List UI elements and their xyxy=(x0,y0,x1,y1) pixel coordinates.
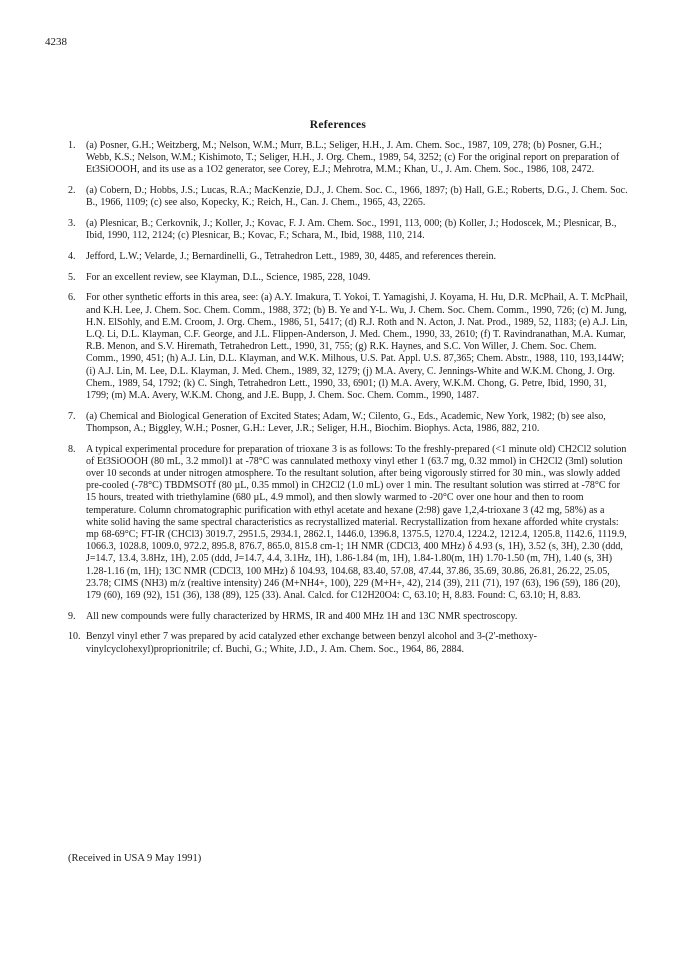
reference-number: 10. xyxy=(68,631,81,643)
reference-item xyxy=(68,251,628,263)
reference-text: (a) Posner, G.H.; Weitzberg, M.; Nelson, W.M.; Murr, B.L.; Seliger, H.H., J. Am. Chem. Soc., 1987, 109, 278; (b) Posner, G.H.; Webb, K.S.; Nelson, W.M.; Kishimoto, T.; Seliger, H.H., J. Org. Chem., 1989, 54, 3252; (c) For the original report on preparation of Et3SiOOOH, and its use as a 1O2 generator, see Corey, E.J.; Mehrotra, M.M.; Khan, U., J. Am. Chem. Soc., 1986, 108, 2472. xyxy=(86,140,620,176)
reference-number: 7. xyxy=(68,410,76,422)
reference-item xyxy=(68,272,628,284)
references-heading: References xyxy=(309,119,367,131)
reference-number: 1. xyxy=(68,140,76,151)
reference-item xyxy=(68,444,628,603)
reference-number: 9. xyxy=(68,610,76,622)
page-number: 4238 xyxy=(45,36,67,48)
reference-item xyxy=(68,292,628,402)
reference-text: Jefford, L.W.; Velarde, J.; Bernardinelli, G., Tetrahedron Lett., 1989, 30, 4485, and references therein. xyxy=(86,250,497,262)
reference-number: 6. xyxy=(68,292,76,304)
reference-number: 4. xyxy=(68,250,76,262)
reference-number: 8. xyxy=(68,443,76,455)
reference-number: 5. xyxy=(68,271,76,283)
reference-text: (a) Chemical and Biological Generation of Excited States; Adam, W.; Cilento, G., Eds., Academic, New York, 1982; (b) see also, Thompson, A.; Biggley, W.H.; Posner, G.H.: Lever, J.R.; Seliger, H.H., Biochim. Biophys. Acta, 1986, 882, 210. xyxy=(86,410,606,434)
reference-text: (a) Cobern, D.; Hobbs, J.S.; Lucas, R.A.; MacKenzie, D.J., J. Chem. Soc. C., 1966, 1897; (b) Hall, G.E.; Roberts, D.G., J. Chem. Soc. B., 1966, 1109; (c) see also, Kopecky, K.; Reich, H., Can. J. Chem., 1965, 43, 2265. xyxy=(86,185,628,209)
reference-number: 3. xyxy=(68,218,76,230)
reference-text: For other synthetic efforts in this area, see: (a) A.Y. Imakura, T. Yokoi, T. Yamagishi, J. Koyama, H. Hu, D.R. McPhail, A. T. McPhail, and K.H. Lee, J. Chem. Soc. Chem. Comm., 1988, 372; (b) B. Ye and Y-L. Wu, J. Chem. Soc. Chem. Comm., 1990, 726; (c) M. Jung, H.N. ElSohly, and E.M. Croom, J. Org. Chem., 1986, 51, 5417; (d) R.J. Roth and N. Acton, J. Nat. Prod., 1989, 52, 1183; (e) A.J. Lin, L.Q. Li, D.L. Klayman, C.F. George, and J.L. Flippen-Anderson, J. Med. Chem., 1990, 33, 2610; (f) T. Ravindranathan, M.A. Kumar, R.B. Menon, and S.V. Hiremath, Tetrahedron Lett., 1990, 31, 755; (g) R.K. Haynes, and S.C. Von Willer, J. Chem. Soc. Chem. Comm., 1990, 451; (h) A.J. Lin, D.L. Klayman, and W.K. Milhous, U.S. Pat. Appl. U.S. 87,365; Chem. Abstr., 1988, 110, 193,144W; (i) A.J. Lin, M. Lee, D.L. Klayman, J. Med. Chem., 1989, 32, 1279; (j) M.A. Avery, C. Jennings-White and W.K.M. Chong, J. Org. Chem., 1989, 54, 1792; (k) C. Singh, Tetrahedron Lett., 1990, 33, 6901; (l) M.A. Avery, W.K.M. Chong, G. Petre, Ibid, 1990, 31, 1799; (m) M.A. Avery, W.K.M. Chong, and J.E. Bupp, J. Chem. Soc. Chem. Comm., 1990, 1487. xyxy=(86,292,628,401)
reference-text: (a) Plesnicar, B.; Cerkovnik, J.; Koller, J.; Kovac, F. J. Am. Chem. Soc., 1991, 113, 000; (b) Koller, J.; Hodoscek, M.; Plesnicar, B., Ibid, 1990, 112, 2124; (c) Plesnicar, B.; Kovac, F.; Schara, M., Ibid, 1988, 110, 214. xyxy=(86,218,617,242)
received-date: (Received in USA 9 May 1991) xyxy=(68,853,202,864)
reference-item xyxy=(68,140,628,177)
reference-text: Benzyl vinyl ether 7 was prepared by acid catalyzed ether exchange between benzyl alcohol and 3-(2'-methoxy-vinylcyclohexyl)proprionitrile; cf. Buchi, G.; White, J.D., J. Am. Chem. Soc., 1964, 86, 2884. xyxy=(86,631,537,655)
reference-item xyxy=(68,185,628,209)
reference-number: 2. xyxy=(68,185,76,197)
reference-list xyxy=(68,140,628,664)
reference-item xyxy=(68,411,628,435)
reference-item xyxy=(68,218,628,242)
reference-text: For an excellent review, see Klayman, D.L., Science, 1985, 228, 1049. xyxy=(86,271,371,283)
reference-text: A typical experimental procedure for preparation of trioxane 3 is as follows: To the freshly-prepared (<1 minute old) CH2Cl2 solution of Et3SiOOOH (80 mL, 3.2 mmol)1 at -78°C was cannulated methoxy vinyl ether 1 (63.7 mg, 0.32 mmol) in CH2Cl2 (3ml) solution over 10 seconds at under nitrogen atmosphere. To the resultant solution, after being vigorously stirred for 30 min., was slowly added pre-cooled (-78°C) TBDMSOTf (80 µL, 0.35 mmol) in CH2Cl2 (1.0 mL) over 1 min. The resultant solution was stirred at -78°C for 15 hours, treated with triethylamine (680 µL, 4.9 mmol), and then slowly warmed to -20°C over one hour and then to room temperature. Column chromatographic purification with ethyl acetate and hexane (2:98) gave 1,2,4-trioxane 3 (42 mg, 58%) as a white solid having the same spectral characteristics as recrystallized material. Recrystallization from hexane afforded white crystals: mp 68-69°C; FT-IR (CHCl3) 3019.7, 2951.5, 2934.1, 2862.1, 1446.0, 1396.8, 1375.5, 1270.4, 1224.2, 1212.4, 1205.8, 1142.6, 1119.9, 1066.3, 1028.8, 1009.0, 972.2, 895.8, 876.7, 865.0, 815.8 cm-1; 1H NMR (CDCl3, 400 MHz) δ 4.93 (s, 1H), 3.52 (s, 3H), 2.30 (ddd, J=14.7, 13.4, 3.8Hz, 1H), 2.05 (ddd, J=14.7, 4.4, 3.1Hz, 1H), 1.86-1.84 (m, 1H), 1.84-1.80(m, 1H) 1.70-1.50 (m, 7H), 1.40 (s, 3H) 1.28-1.16 (m, 1H); 13C NMR (CDCl3, 100 MHz) δ 104.93, 104.68, 83.40, 57.08, 47.44, 37.86, 35.69, 30.86, 26.81, 26.22, 25.05, 23.78; CIMS (NH3) m/z (realtive intensity) 246 (M+NH4+, 100), 229 (M+H+, 42), 214 (39), 211 (71), 197 (63), 196 (59), 186 (20), 179 (60), 169 (92), 151 (36), 138 (89), 125 (33). Anal. Calcd. for C12H20O4: C, 63.10; H, 8.83. Found: C, 63.10; H, 8.83. xyxy=(86,443,627,601)
reference-item xyxy=(68,631,628,655)
reference-item xyxy=(68,611,628,623)
reference-text: All new compounds were fully characterized by HRMS, IR and 400 MHz 1H and 13C NMR spectroscopy. xyxy=(86,610,518,622)
